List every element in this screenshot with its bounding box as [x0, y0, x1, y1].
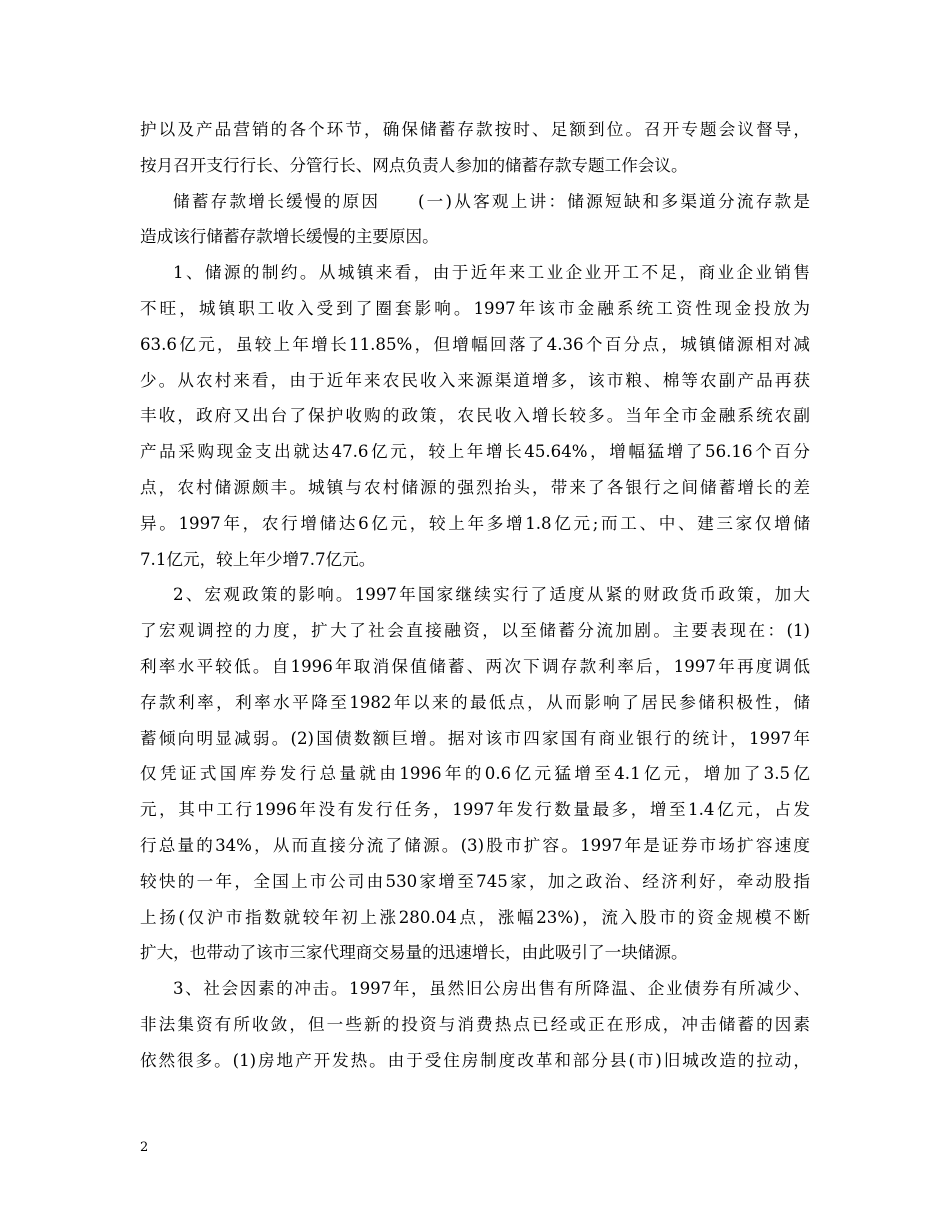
- text-line: 利率水平较低。自1996年取消保值储蓄、两次下调存款利率后，1997年再度调低: [140, 656, 810, 676]
- paragraph: [140, 971, 810, 1078]
- text-line: 产品采购现金支出就达47.6亿元，较上年增长45.64%，增幅猛增了56.16个百分: [140, 442, 810, 462]
- text-line: 护以及产品营销的各个环节，确保储蓄存款按时、足额到位。召开专题会议督导，: [140, 120, 810, 139]
- text-line: 仅凭证式国库券发行总量就由1996年的0.6亿元猛增至4.1亿元，增加了3.5亿: [140, 764, 810, 784]
- text-line: 扩大，也带动了该市三家代理商交易量的迅速增长，由此吸引了一块储源。: [140, 943, 688, 963]
- text-line: 行总量的34%，从而直接分流了储源。(3)股市扩容。1997年是证券市场扩容速度: [140, 835, 810, 855]
- text-line: 存款利率，利率水平降至1982年以来的最低点，从而影响了居民参储积极性，储: [140, 692, 810, 712]
- text-line: 依然很多。(1)房地产开发热。由于受住房制度改革和部分县(市)旧城改造的拉动，: [140, 1050, 810, 1070]
- text-line: 较快的一年，全国上市公司由530家增至745家，加之政治、经济利好，牵动股指: [140, 871, 810, 891]
- text-line: 少。从农村来看，由于近年来农民收入来源渠道增多，该市粮、棉等农副产品再获: [140, 370, 810, 390]
- text-line: 蓄倾向明显减弱。(2)国债数额巨增。据对该市四家国有商业银行的统计，1997年: [140, 728, 810, 748]
- text-line: 元，其中工行1996年没有发行任务，1997年发行数量最多，增至1.4亿元，占发: [140, 800, 810, 820]
- text-line: 点，农村储源颇丰。城镇与农村储源的强烈抬头，带来了各银行之间储蓄增长的差: [140, 477, 810, 497]
- text-line: 1、储源的制约。从城镇来看，由于近年来工业企业开工不足，商业企业销售: [173, 263, 810, 283]
- paragraph: [140, 112, 810, 184]
- text-line: 不旺，城镇职工收入受到了圈套影响。1997年该市金融系统工资性现金投放为: [140, 298, 810, 318]
- paragraph: [140, 255, 810, 577]
- text-line: 2、宏观政策的影响。1997年国家继续实行了适度从紧的财政货币政策，加大: [173, 585, 810, 605]
- text-line: 按月召开支行行长、分管行长、网点负责人参加的储蓄存款专题工作会议。: [140, 155, 688, 175]
- text-line: 7.1亿元，较上年少增7.7亿元。: [140, 549, 376, 569]
- body-text: [140, 112, 810, 1079]
- text-line: 储蓄存款增长缓慢的原因 (一)从客观上讲：储源短缺和多渠道分流存款是: [173, 191, 810, 211]
- paragraph: [140, 577, 810, 971]
- text-line: 上扬(仅沪市指数就较年初上涨280.04点，涨幅23%)，流入股市的资金规模不断: [140, 907, 810, 927]
- text-line: 非法集资有所收敛，但一些新的投资与消费热点已经或正在形成，冲击储蓄的因素: [140, 1014, 810, 1034]
- text-line: 63.6亿元，虽较上年增长11.85%，但增幅回落了4.36个百分点，城镇储源相对减: [140, 334, 810, 354]
- page-number: 2: [140, 1140, 149, 1155]
- text-line: 异。1997年，农行增储达6亿元，较上年多增1.8亿元;而工、中、建三家仅增储: [140, 513, 811, 533]
- text-line: 了宏观调控的力度，扩大了社会直接融资，以至储蓄分流加剧。主要表现在：(1): [140, 621, 810, 641]
- text-line: 丰收，政府又出台了保护收购的政策，农民收入增长较多。当年全市金融系统农副: [140, 406, 810, 426]
- paragraph: [140, 184, 810, 256]
- text-line: 3、社会因素的冲击。1997年，虽然旧公房出售有所降温、企业债券有所减少、: [173, 979, 810, 999]
- text-line: 造成该行储蓄存款增长缓慢的主要原因。: [140, 227, 439, 247]
